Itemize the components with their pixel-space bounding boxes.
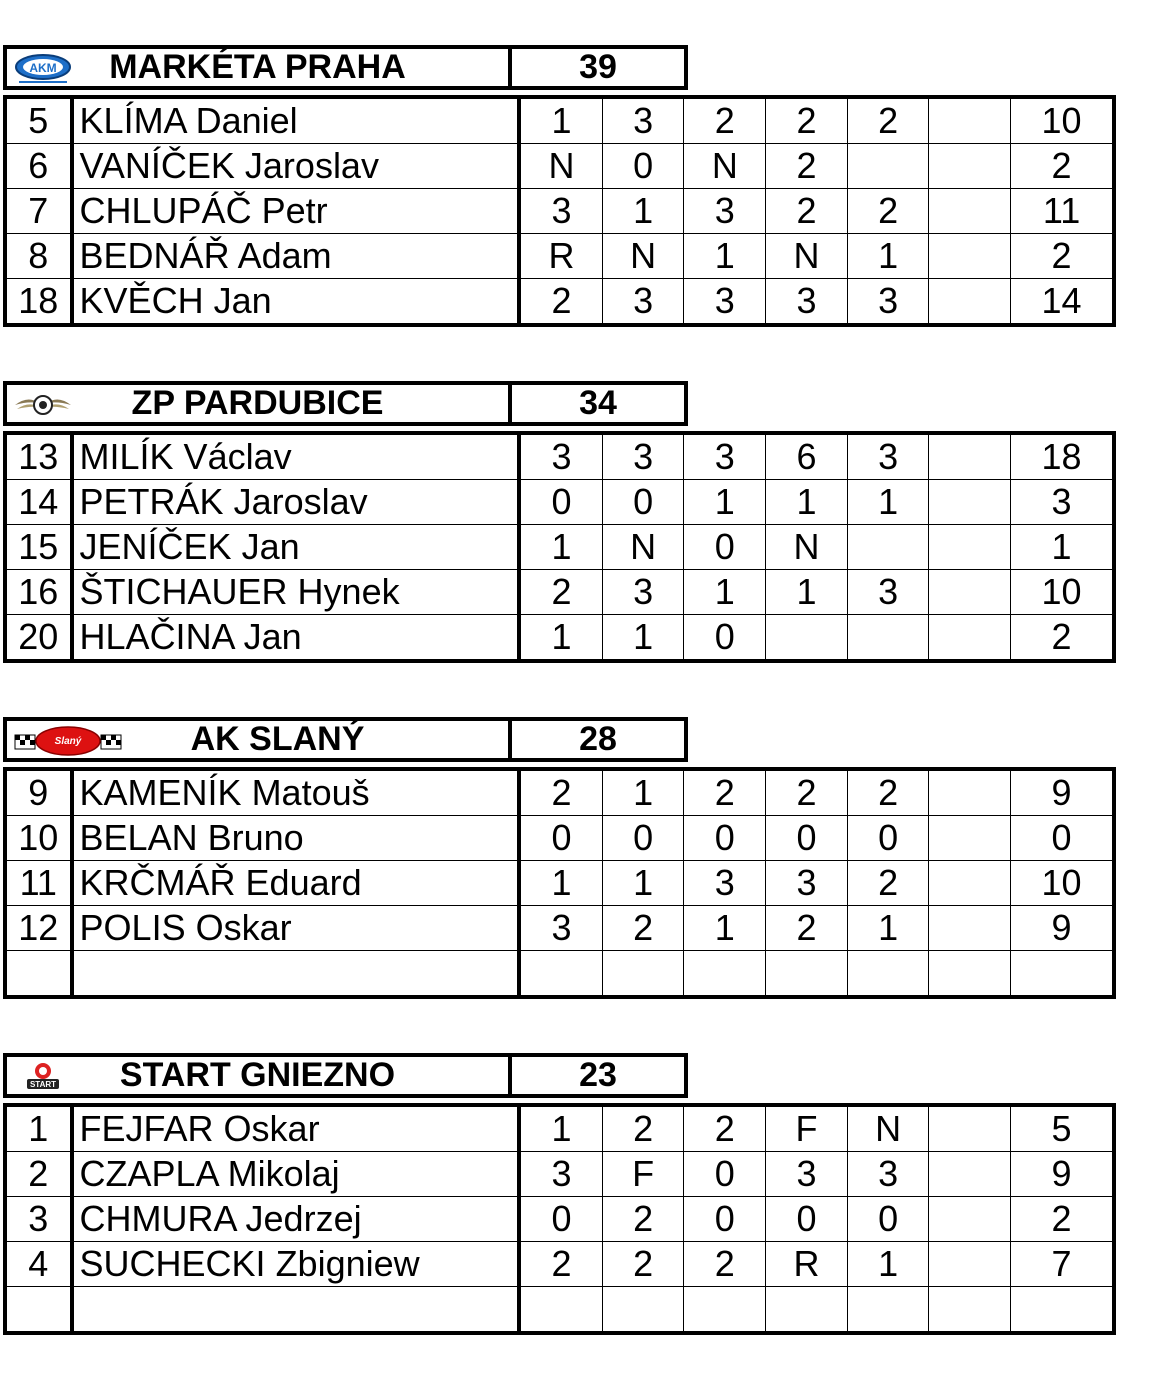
rider-number: 10 xyxy=(5,816,72,861)
heat-score: N xyxy=(766,234,848,279)
heat-score xyxy=(929,97,1011,144)
rider-row xyxy=(5,769,1114,816)
heat-score: 1 xyxy=(684,234,766,279)
rider-number: 11 xyxy=(5,861,72,906)
heat-score: R xyxy=(766,1242,848,1287)
rider-row xyxy=(5,570,1114,615)
team-name-cell xyxy=(7,49,512,86)
heat-score: 1 xyxy=(766,480,848,525)
rider-total xyxy=(1011,951,1114,998)
rider-name: BELAN Bruno xyxy=(72,816,520,861)
heat-score: F xyxy=(602,1152,684,1197)
rider-total: 10 xyxy=(1011,570,1114,615)
heat-score xyxy=(929,525,1011,570)
svg-text:START: START xyxy=(29,1080,57,1089)
heat-score: 3 xyxy=(684,279,766,326)
heat-score: 0 xyxy=(766,816,848,861)
heat-score: 0 xyxy=(519,816,602,861)
heat-score: 0 xyxy=(519,1197,602,1242)
heat-score xyxy=(847,615,929,662)
heat-score xyxy=(929,480,1011,525)
rider-total: 2 xyxy=(1011,1197,1114,1242)
heat-score: 3 xyxy=(847,433,929,480)
rider-row xyxy=(5,234,1114,279)
heat-score: 1 xyxy=(602,189,684,234)
team-header xyxy=(3,717,1116,767)
heat-score: 1 xyxy=(602,861,684,906)
rider-table xyxy=(3,95,1116,327)
heat-score: 0 xyxy=(684,816,766,861)
rider-number: 3 xyxy=(5,1197,72,1242)
heat-score: N xyxy=(602,234,684,279)
rider-row xyxy=(5,1242,1114,1287)
rider-number: 20 xyxy=(5,615,72,662)
heat-score: 1 xyxy=(519,525,602,570)
heat-score: 1 xyxy=(602,615,684,662)
heat-score: 3 xyxy=(602,279,684,326)
heat-score: 3 xyxy=(602,433,684,480)
rider-name: KVĚCH Jan xyxy=(72,279,520,326)
rider-row xyxy=(5,861,1114,906)
heat-score: 0 xyxy=(519,480,602,525)
heat-score xyxy=(929,1242,1011,1287)
heat-score: 1 xyxy=(519,97,602,144)
heat-score: 0 xyxy=(847,816,929,861)
heat-score: 0 xyxy=(602,480,684,525)
rider-row xyxy=(5,144,1114,189)
rider-row xyxy=(5,525,1114,570)
rider-name: CHLUPÁČ Petr xyxy=(72,189,520,234)
heat-score xyxy=(929,615,1011,662)
heat-score xyxy=(929,570,1011,615)
rider-name: JENÍČEK Jan xyxy=(72,525,520,570)
heat-score: N xyxy=(847,1105,929,1152)
rider-total: 10 xyxy=(1011,97,1114,144)
rider-row xyxy=(5,433,1114,480)
rider-row xyxy=(5,951,1114,998)
rider-name: KAMENÍK Matouš xyxy=(72,769,520,816)
rider-total xyxy=(1011,1287,1114,1334)
heat-score xyxy=(847,525,929,570)
rider-total: 2 xyxy=(1011,234,1114,279)
heat-score: 1 xyxy=(847,480,929,525)
heat-score xyxy=(684,951,766,998)
rider-name: MILÍK Václav xyxy=(72,433,520,480)
rider-row xyxy=(5,1287,1114,1334)
rider-table xyxy=(3,1103,1116,1335)
heat-score xyxy=(847,144,929,189)
rider-row xyxy=(5,906,1114,951)
heat-score: 3 xyxy=(684,433,766,480)
heat-score: 0 xyxy=(684,1197,766,1242)
rider-name: PETRÁK Jaroslav xyxy=(72,480,520,525)
heat-score: 3 xyxy=(519,906,602,951)
heat-score: N xyxy=(519,144,602,189)
heat-score: 6 xyxy=(766,433,848,480)
heat-score: 2 xyxy=(847,97,929,144)
team-name-cell xyxy=(7,721,512,758)
rider-number: 16 xyxy=(5,570,72,615)
heat-score: 1 xyxy=(847,234,929,279)
heat-score xyxy=(929,234,1011,279)
heat-score: 2 xyxy=(602,1197,684,1242)
svg-text:AKM: AKM xyxy=(29,61,57,75)
team-name: ZP PARDUBICE xyxy=(131,384,384,422)
rider-number: 5 xyxy=(5,97,72,144)
heat-score: 3 xyxy=(602,570,684,615)
rider-name: VANÍČEK Jaroslav xyxy=(72,144,520,189)
heat-score: 0 xyxy=(847,1197,929,1242)
heat-score: 2 xyxy=(684,97,766,144)
team-name: START GNIEZNO xyxy=(119,1056,396,1094)
heat-score: 0 xyxy=(684,525,766,570)
team-header-box xyxy=(3,381,688,426)
heat-score xyxy=(602,1287,684,1334)
team-header-box xyxy=(3,717,688,762)
heat-score: 2 xyxy=(519,279,602,326)
rider-total: 14 xyxy=(1011,279,1114,326)
heat-score xyxy=(519,951,602,998)
rider-number: 12 xyxy=(5,906,72,951)
rider-row xyxy=(5,97,1114,144)
heat-score: 1 xyxy=(602,769,684,816)
heat-score: 2 xyxy=(847,769,929,816)
team-score: 34 xyxy=(579,384,617,422)
heat-score xyxy=(929,906,1011,951)
team-header xyxy=(3,45,1116,95)
heat-score: 2 xyxy=(847,861,929,906)
rider-total: 9 xyxy=(1011,1152,1114,1197)
heat-score xyxy=(929,144,1011,189)
heat-score: 3 xyxy=(519,433,602,480)
rider-number: 15 xyxy=(5,525,72,570)
rider-name: KRČMÁŘ Eduard xyxy=(72,861,520,906)
heat-score xyxy=(929,1197,1011,1242)
heat-score xyxy=(847,951,929,998)
heat-score: 1 xyxy=(684,480,766,525)
heat-score: 3 xyxy=(847,279,929,326)
team-header-box xyxy=(3,45,688,90)
rider-total: 1 xyxy=(1011,525,1114,570)
rider-name: BEDNÁŘ Adam xyxy=(72,234,520,279)
heat-score xyxy=(929,861,1011,906)
rider-name: SUCHECKI Zbigniew xyxy=(72,1242,520,1287)
heat-score: 3 xyxy=(766,1152,848,1197)
heat-score: R xyxy=(519,234,602,279)
heat-score xyxy=(929,1287,1011,1334)
rider-name: KLÍMA Daniel xyxy=(72,97,520,144)
heat-score xyxy=(929,189,1011,234)
team-name: MARKÉTA PRAHA xyxy=(109,48,406,86)
heat-score: 1 xyxy=(766,570,848,615)
svg-text:Slaný: Slaný xyxy=(54,736,82,747)
rider-name: CZAPLA Mikolaj xyxy=(72,1152,520,1197)
heat-score xyxy=(929,1152,1011,1197)
heat-score: 2 xyxy=(684,769,766,816)
heat-score: 3 xyxy=(602,97,684,144)
rider-row xyxy=(5,1105,1114,1152)
heat-score xyxy=(929,816,1011,861)
rider-number: 1 xyxy=(5,1105,72,1152)
rider-total: 9 xyxy=(1011,769,1114,816)
rider-number: 2 xyxy=(5,1152,72,1197)
heat-score xyxy=(766,1287,848,1334)
heat-score: 1 xyxy=(519,1105,602,1152)
rider-number: 13 xyxy=(5,433,72,480)
heat-score: 2 xyxy=(766,144,848,189)
rider-number: 7 xyxy=(5,189,72,234)
heat-score: 2 xyxy=(684,1242,766,1287)
heat-score: 0 xyxy=(602,144,684,189)
heat-score xyxy=(602,951,684,998)
rider-table xyxy=(3,767,1116,999)
heat-score: 3 xyxy=(684,189,766,234)
heat-score: 2 xyxy=(766,769,848,816)
rider-number: 6 xyxy=(5,144,72,189)
rider-total: 3 xyxy=(1011,480,1114,525)
heat-score xyxy=(766,615,848,662)
team-block xyxy=(3,45,1116,321)
rider-row xyxy=(5,480,1114,525)
rider-total: 10 xyxy=(1011,861,1114,906)
heat-score xyxy=(929,951,1011,998)
rider-name xyxy=(72,1287,520,1334)
heat-score xyxy=(519,1287,602,1334)
team-block xyxy=(3,717,1116,948)
heat-score: 0 xyxy=(766,1197,848,1242)
team-score: 39 xyxy=(579,48,617,86)
team-block xyxy=(3,1053,1116,1284)
heat-score: 0 xyxy=(602,816,684,861)
team-header-box xyxy=(3,1053,688,1098)
heat-score: 2 xyxy=(684,1105,766,1152)
rider-name: CHMURA Jedrzej xyxy=(72,1197,520,1242)
heat-score: 1 xyxy=(519,861,602,906)
heat-score: 2 xyxy=(602,1242,684,1287)
rider-name: FEJFAR Oskar xyxy=(72,1105,520,1152)
rider-total: 7 xyxy=(1011,1242,1114,1287)
heat-score: 2 xyxy=(847,189,929,234)
team-header xyxy=(3,1053,1116,1103)
rider-name xyxy=(72,951,520,998)
heat-score: 2 xyxy=(519,769,602,816)
heat-score: N xyxy=(602,525,684,570)
heat-score: 2 xyxy=(602,906,684,951)
heat-score: N xyxy=(684,144,766,189)
heat-score: N xyxy=(766,525,848,570)
rider-total: 2 xyxy=(1011,144,1114,189)
heat-score: 1 xyxy=(519,615,602,662)
heat-score: 2 xyxy=(519,570,602,615)
heat-score: 1 xyxy=(847,1242,929,1287)
rider-table xyxy=(3,431,1116,663)
team-score: 28 xyxy=(579,720,617,758)
rider-number: 18 xyxy=(5,279,72,326)
heat-score xyxy=(766,951,848,998)
heat-score xyxy=(929,433,1011,480)
team-name-cell xyxy=(7,1057,512,1094)
heat-score: 1 xyxy=(684,906,766,951)
rider-total: 9 xyxy=(1011,906,1114,951)
rider-name: ŠTICHAUER Hynek xyxy=(72,570,520,615)
rider-row xyxy=(5,615,1114,662)
heat-score xyxy=(929,1105,1011,1152)
heat-score: 3 xyxy=(847,1152,929,1197)
team-block xyxy=(3,381,1116,657)
rider-row xyxy=(5,279,1114,326)
rider-number: 14 xyxy=(5,480,72,525)
heat-score: 3 xyxy=(519,1152,602,1197)
rider-name: POLIS Oskar xyxy=(72,906,520,951)
rider-row xyxy=(5,1197,1114,1242)
rider-row xyxy=(5,816,1114,861)
heat-score: 3 xyxy=(766,861,848,906)
heat-score: 1 xyxy=(684,570,766,615)
rider-number: 9 xyxy=(5,769,72,816)
rider-number: 4 xyxy=(5,1242,72,1287)
rider-row xyxy=(5,189,1114,234)
heat-score: 3 xyxy=(847,570,929,615)
team-score: 23 xyxy=(579,1056,617,1094)
heat-score xyxy=(929,769,1011,816)
rider-number xyxy=(5,951,72,998)
heat-score: 2 xyxy=(766,906,848,951)
heat-score xyxy=(929,279,1011,326)
heat-score: 0 xyxy=(684,615,766,662)
heat-score: 3 xyxy=(684,861,766,906)
heat-score: 3 xyxy=(519,189,602,234)
rider-total: 0 xyxy=(1011,816,1114,861)
heat-score xyxy=(684,1287,766,1334)
heat-score xyxy=(847,1287,929,1334)
rider-name: HLAČINA Jan xyxy=(72,615,520,662)
heat-score: 3 xyxy=(766,279,848,326)
rider-number: 8 xyxy=(5,234,72,279)
heat-score: 2 xyxy=(766,189,848,234)
team-name: AK SLANÝ xyxy=(190,720,365,758)
rider-total: 5 xyxy=(1011,1105,1114,1152)
heat-score: 2 xyxy=(519,1242,602,1287)
rider-total: 2 xyxy=(1011,615,1114,662)
heat-score: 2 xyxy=(602,1105,684,1152)
heat-score: F xyxy=(766,1105,848,1152)
heat-score: 2 xyxy=(766,97,848,144)
rider-number xyxy=(5,1287,72,1334)
heat-score: 1 xyxy=(847,906,929,951)
rider-total: 11 xyxy=(1011,189,1114,234)
team-name-cell xyxy=(7,385,512,422)
heat-score: 0 xyxy=(684,1152,766,1197)
team-header xyxy=(3,381,1116,431)
rider-total: 18 xyxy=(1011,433,1114,480)
rider-row xyxy=(5,1152,1114,1197)
